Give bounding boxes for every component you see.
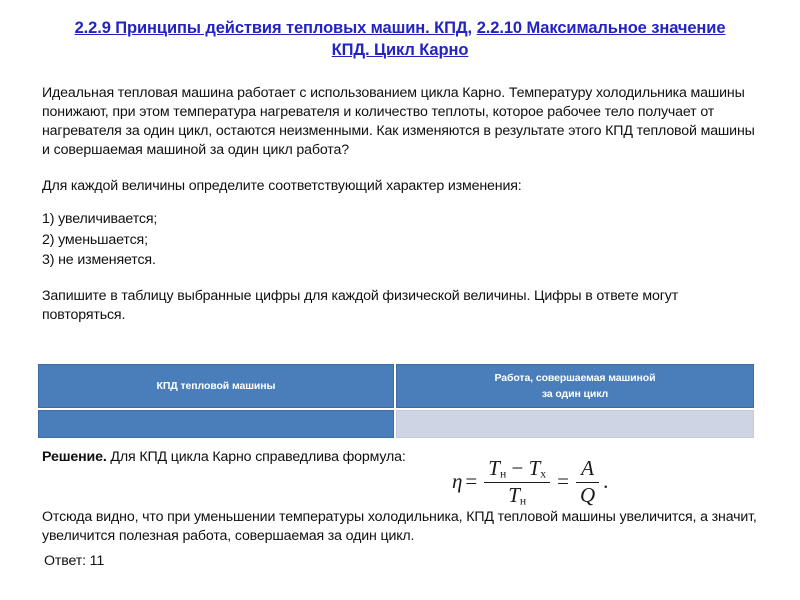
formula-t-cold-num-sub: х: [540, 467, 547, 481]
table-header-row: [38, 364, 754, 408]
table-header-efficiency-line1: КПД тепловой машины: [156, 379, 276, 392]
formula-work-numerator: [576, 457, 599, 483]
title-link-2-2-10[interactable]: 2.2.10 Максимальное значение КПД. Цикл Карно: [331, 19, 726, 59]
table-header-work-line1: Работа, совершаемая машиной: [494, 371, 656, 384]
problem-instruction: Для каждой величины определите соответствующий характер изменения:: [42, 177, 522, 194]
solution-intro-line: [42, 448, 760, 467]
formula-fraction-work-heat: [576, 457, 599, 507]
problem-statement: Идеальная тепловая машина работает с использованием цикла Карно. Температуру холодильника машины понижают, при этом температура нагревателя и количество теплоты, которое рабочее тело получает от нагревателя за один цикл, остаются неизменными. Как изменяются в результате этого КПД тепловой машины и совершаемая машиной за один цикл работа?: [42, 85, 755, 158]
formula-denominator: [484, 483, 550, 508]
formula-t-cold-num: T: [528, 456, 541, 480]
formula-numerator: [484, 457, 550, 483]
solution-label: Решение.: [42, 449, 107, 465]
table-header-work: [396, 364, 754, 408]
carnot-efficiency-formula: [452, 458, 608, 509]
formula-t-hot-den-sub: н: [519, 494, 527, 508]
title-link-2-2-9[interactable]: 2.2.9 Принципы действия тепловых машин. КПД: [74, 19, 468, 37]
final-answer: Ответ: 11: [44, 553, 105, 569]
formula-period: .: [603, 469, 609, 494]
formula-fraction-temperatures: [484, 457, 550, 508]
solution-block: [42, 448, 760, 467]
formula-t-hot-num: T: [488, 456, 500, 480]
formula-minus: −: [511, 456, 524, 480]
spacer-1: [42, 160, 760, 177]
answer-cell-work[interactable]: [396, 410, 754, 438]
formula-heat-denominator: [576, 483, 599, 508]
formula-t-hot-den: T: [508, 482, 520, 507]
answer-cell-efficiency[interactable]: [38, 410, 394, 438]
table-header-work-line2: за один цикл: [541, 388, 609, 400]
formula-t-hot-num-sub: н: [499, 467, 507, 481]
option-item-3: 3) не изменяется.: [42, 251, 156, 268]
formula-A: A: [581, 456, 594, 481]
formula-eta: η: [452, 469, 463, 494]
conclusion-block: [42, 508, 760, 546]
solution-conclusion: Отсюда видно, что при уменьшении температуры холодильника, КПД тепловой машины увеличится, а значит, увеличится полезная работа, совершаемая за один цикл.: [42, 509, 757, 544]
formula-equals-2: =: [557, 469, 569, 494]
option-item-1: 1) увеличивается;: [42, 211, 158, 228]
problem-note: Запишите в таблицу выбранные цифры для каждой физической величины. Цифры в ответе могут повторяться.: [42, 287, 679, 323]
table-header-efficiency: [38, 364, 394, 408]
problem-body: [42, 84, 760, 325]
spacer-2: [42, 195, 760, 209]
spacer-3: [42, 270, 760, 287]
formula-equals-1: =: [465, 469, 478, 494]
title-separator: ,: [467, 19, 477, 37]
formula-Q: Q: [580, 482, 596, 507]
slide-title: [70, 18, 730, 62]
option-item-2: 2) уменьшается;: [42, 231, 148, 248]
answer-table: [36, 362, 756, 440]
solution-intro-text: Для КПД цикла Карно справедлива формула:: [106, 449, 406, 465]
table-answer-row: [38, 410, 754, 438]
